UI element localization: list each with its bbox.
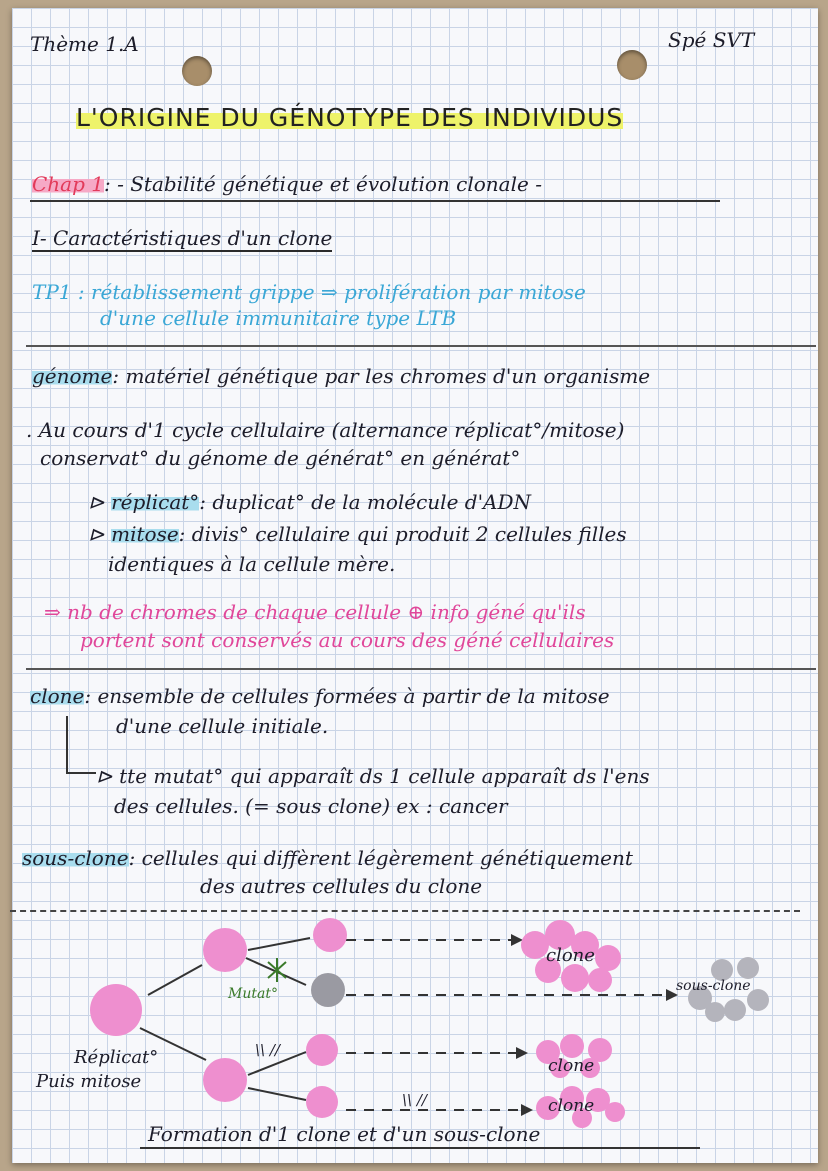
genome-term: génome	[32, 364, 113, 388]
cell-gen1-top	[203, 928, 247, 972]
chapter-title: : - Stabilité génétique et évolution clonale -	[104, 172, 542, 196]
sous-clone-line-2: des autres cellules du clone	[200, 874, 483, 898]
mitose-line-2: identiques à la cellule mère.	[108, 552, 396, 576]
cycle-line-2: conservat° du génome de générat° en générat°	[40, 446, 521, 470]
label-clone-3: clone	[548, 1096, 595, 1116]
cell-gen2-mutant	[311, 973, 345, 1007]
clone-term: clone	[30, 684, 85, 708]
diagram-caption: Formation d'1 clone et d'un sous-clone	[148, 1122, 541, 1146]
conclusion-line-2: portent sont conservés au cours des géné cellulaires	[80, 628, 615, 652]
replication-term: réplicat°	[111, 490, 200, 514]
label-clone-2: clone	[548, 1056, 595, 1076]
line-bottom-to-b	[248, 1088, 306, 1100]
label-sous-clone: sous-clone	[676, 978, 751, 994]
replication-definition: : duplicat° de la molécule d'ADN	[199, 490, 532, 514]
cell-gen2-b	[306, 1086, 338, 1118]
cell-gen2-a	[306, 1034, 338, 1066]
line-top-to-clone	[248, 938, 310, 950]
tp-line-2: d'une cellule immunitaire type LTB	[100, 306, 457, 330]
cell-initial	[90, 984, 142, 1036]
section-heading: I- Caractéristiques d'un clone	[32, 226, 333, 250]
cell-gen2-clone	[313, 918, 347, 952]
clone-note-1-text: tte mutat° qui apparaît ds 1 cellule apparaît ds l'ens	[119, 764, 650, 788]
chapter-label: Chap 1	[32, 172, 104, 196]
mitose-definition: : divis° cellulaire qui produit 2 cellules filles	[178, 522, 627, 546]
clone-note-2: des cellules. (= sous clone) ex : cancer	[114, 794, 508, 818]
mitose-line: ⊳ mitose: divis° cellulaire qui produit 2 cellules filles	[88, 522, 627, 546]
ditto-mark-1: \\ //	[255, 1041, 280, 1059]
page-title-text: L'ORIGINE DU GÉNOTYPE DES INDIVIDUS	[76, 103, 624, 132]
label-mutation: Mutat°	[228, 986, 278, 1002]
clone-line-2: d'une cellule initiale.	[116, 714, 329, 738]
arrowhead-clone-3	[521, 1104, 533, 1116]
sous-clone-term: sous-clone	[22, 846, 129, 870]
line-initial-to-top	[148, 965, 202, 995]
sous-clone-definition: : cellules qui diffèrent légèrement génétiquement	[128, 846, 633, 870]
label-clone-1: clone	[546, 945, 595, 966]
cycle-line-1: . Au cours d'1 cycle cellulaire (alternance réplicat°/mitose)	[26, 418, 625, 442]
subject-label: Spé SVT	[668, 28, 755, 52]
replication-line: ⊳ réplicat°: duplicat° de la molécule d'ADN	[88, 490, 532, 514]
arrowhead-clone-2	[516, 1047, 528, 1059]
clone-note-1: ⊳ tte mutat° qui apparaît ds 1 cellule apparaît ds l'ens	[96, 764, 650, 788]
theme-label: Thème 1.A	[30, 32, 139, 56]
label-replication: Réplicat°	[74, 1047, 159, 1068]
label-mitose: Puis mitose	[36, 1071, 142, 1092]
tp-line-1: TP1 : rétablissement grippe ⇒ prolifération par mitose	[32, 280, 586, 304]
cell-gen1-bottom	[203, 1058, 247, 1102]
genome-definition: : matériel génétique par les chromes d'un organisme	[112, 364, 651, 388]
clone-definition: : ensemble de cellules formées à partir de la mitose	[84, 684, 610, 708]
conclusion-line-1: ⇒ nb de chromes de chaque cellule ⊕ info géné qu'ils	[44, 600, 586, 624]
ditto-mark-2: \\ //	[402, 1091, 427, 1109]
mitose-term: mitose	[111, 522, 179, 546]
